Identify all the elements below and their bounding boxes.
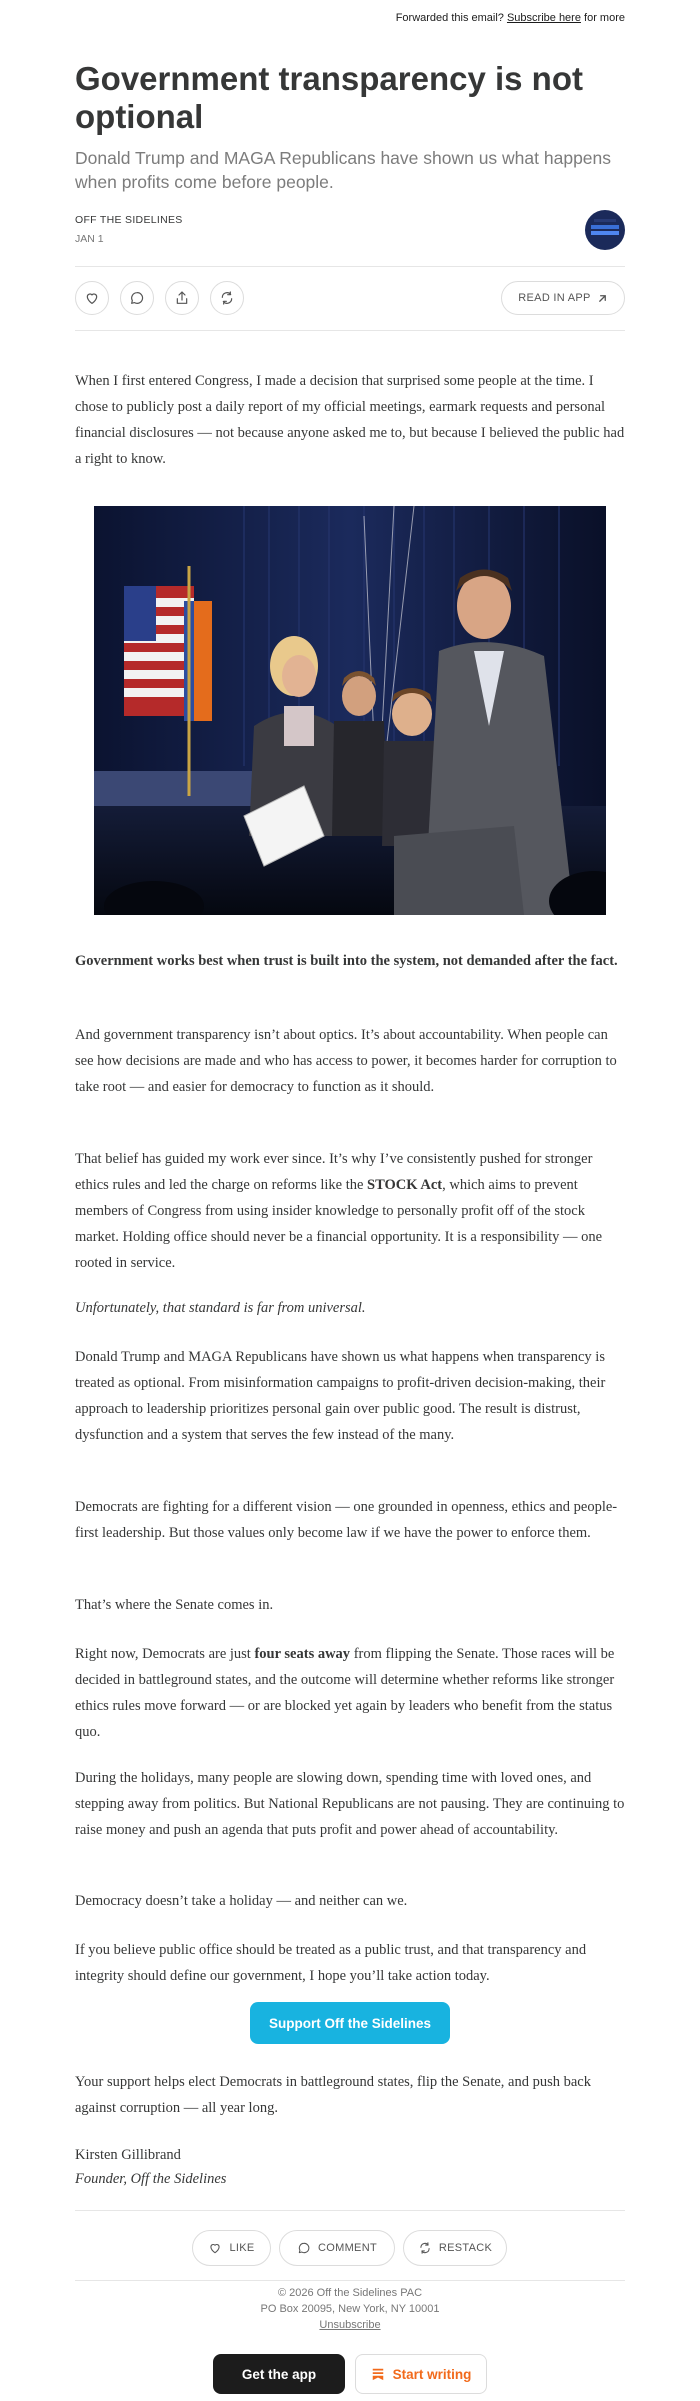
paragraph: Democrats are fighting for a different vision — one grounded in openness, ethics and people-first leadership. But those values only become law if we have the power to enforce them.: [75, 1499, 618, 1541]
paragraph-text: , which aims to prevent members of Congress from using insider knowledge to personally profit off of the stock market. Holding office should never be a financial opportunity. It is a responsibility — one rooted in service.: [75, 1177, 603, 1271]
divider: [75, 2280, 625, 2281]
forward-prefix: Forwarded this email?: [395, 12, 504, 24]
post-subtitle: Donald Trump and MAGA Republicans have shown us what happens when profits come before people.: [75, 148, 612, 192]
start-writing-button[interactable]: [355, 2354, 487, 2394]
four-seats-text: four seats away: [254, 1646, 351, 1662]
heart-icon: [84, 290, 100, 306]
comment-pill-button[interactable]: [279, 2230, 395, 2266]
paragraph: During the holidays, many people are slowing down, spending time with loved ones, and stepping away from politics. But National Republicans are not pausing. They are continuing to raise money and push an agenda that puts profit and power ahead of accountability.: [75, 1770, 625, 1838]
divider: [75, 266, 625, 267]
paragraph: Government works best when trust is built into the system, not demanded after the fact.: [75, 953, 618, 969]
paragraph-text: from flipping the Senate. Those races will be decided in battleground states, and the outcome will determine whether reforms like stronger ethics rules move forward — or are blocked yet again by leaders who benefit from the status quo.: [75, 1646, 615, 1740]
like-label: LIKE: [229, 2242, 255, 2254]
paragraph: If you believe public office should be treated as a public trust, and that transparency and integrity should define our government, I hope you’ll take action today.: [75, 1942, 587, 1984]
comment-button[interactable]: [120, 281, 154, 315]
stock-act-text: STOCK Act: [367, 1177, 443, 1193]
unsubscribe-link[interactable]: Unsubscribe: [319, 2319, 381, 2331]
divider: [75, 330, 625, 331]
paragraph: [75, 1146, 625, 1276]
divider: [75, 2210, 625, 2211]
post-date: JAN 1: [75, 233, 104, 245]
comment-icon: [297, 2241, 311, 2255]
paragraph: Your support helps elect Democrats in battleground states, flip the Senate, and push back against corruption — all year long.: [75, 2074, 591, 2116]
footer-copyright: © 2026 Off the Sidelines PAC: [277, 2287, 423, 2299]
read-in-app-label: READ IN APP: [518, 292, 591, 304]
paragraph-text: That belief has guided my work ever since. It’s why I’ve consistently pushed for stronger ethics rules and led the charge on reforms like the: [75, 1151, 593, 1193]
restack-button[interactable]: [210, 281, 244, 315]
substack-icon: [371, 2367, 385, 2381]
restack-pill-button[interactable]: [403, 2230, 507, 2266]
forward-bar: [396, 12, 625, 24]
paragraph: When I first entered Congress, I made a decision that surprised some people at the time. I chose to publicly post a daily report of my official meetings, earmark requests and personal financial disclosures — not because anyone asked me to, but because I believed the public had a right to know.: [75, 373, 625, 467]
paragraph-text: Right now, Democrats are just: [75, 1646, 255, 1662]
share-button[interactable]: [165, 281, 199, 315]
campaign-event-photo: [94, 506, 606, 915]
like-pill-button[interactable]: [192, 2230, 271, 2266]
support-button[interactable]: Support Off the Sidelines: [250, 2002, 450, 2044]
arrow-up-right-icon: [597, 293, 608, 304]
paragraph: That’s where the Senate comes in.: [75, 1597, 274, 1613]
forward-suffix: for more: [584, 12, 625, 24]
read-in-app-button[interactable]: [501, 281, 625, 315]
heart-icon: [208, 2241, 222, 2255]
restack-icon: [418, 2241, 432, 2255]
start-writing-label: Start writing: [392, 2366, 472, 2382]
paragraph: And government transparency isn’t about optics. It’s about accountability. When people can see how decisions are made and who has access to power, it becomes harder for corruption to take root — and easier for democracy to function as it should.: [75, 1027, 617, 1095]
restack-label: RESTACK: [438, 2242, 493, 2254]
signature-name: Kirsten Gillibrand: [75, 2147, 181, 2163]
paragraph: Unfortunately, that standard is far from universal.: [75, 1300, 366, 1316]
post-photo[interactable]: [94, 506, 606, 915]
signature-title: Founder, Off the Sidelines: [75, 2171, 227, 2187]
paragraph: [75, 1641, 625, 1745]
footer-address: PO Box 20095, New York, NY 10001: [260, 2303, 440, 2315]
comment-icon: [129, 290, 145, 306]
paragraph: Democracy doesn’t take a holiday — and neither can we.: [75, 1893, 408, 1909]
share-icon: [174, 290, 190, 306]
subscribe-link[interactable]: Subscribe here: [506, 12, 581, 24]
like-button[interactable]: [75, 281, 109, 315]
get-app-button[interactable]: Get the app: [213, 2354, 345, 2394]
restack-icon: [219, 290, 235, 306]
comment-label: COMMENT: [318, 2242, 377, 2254]
publication-name[interactable]: OFF THE SIDELINES: [75, 214, 183, 226]
publication-logo[interactable]: [585, 210, 625, 250]
paragraph: Donald Trump and MAGA Republicans have shown us what happens when transparency is treated as optional. From misinformation campaigns to profit-driven decision-making, their approach to leadership prioritizes personal gain over public good. The result is distrust, dysfunction and a system that serves the few instead of the many.: [75, 1349, 606, 1443]
post-title[interactable]: Government transparency is not optional: [75, 60, 583, 135]
